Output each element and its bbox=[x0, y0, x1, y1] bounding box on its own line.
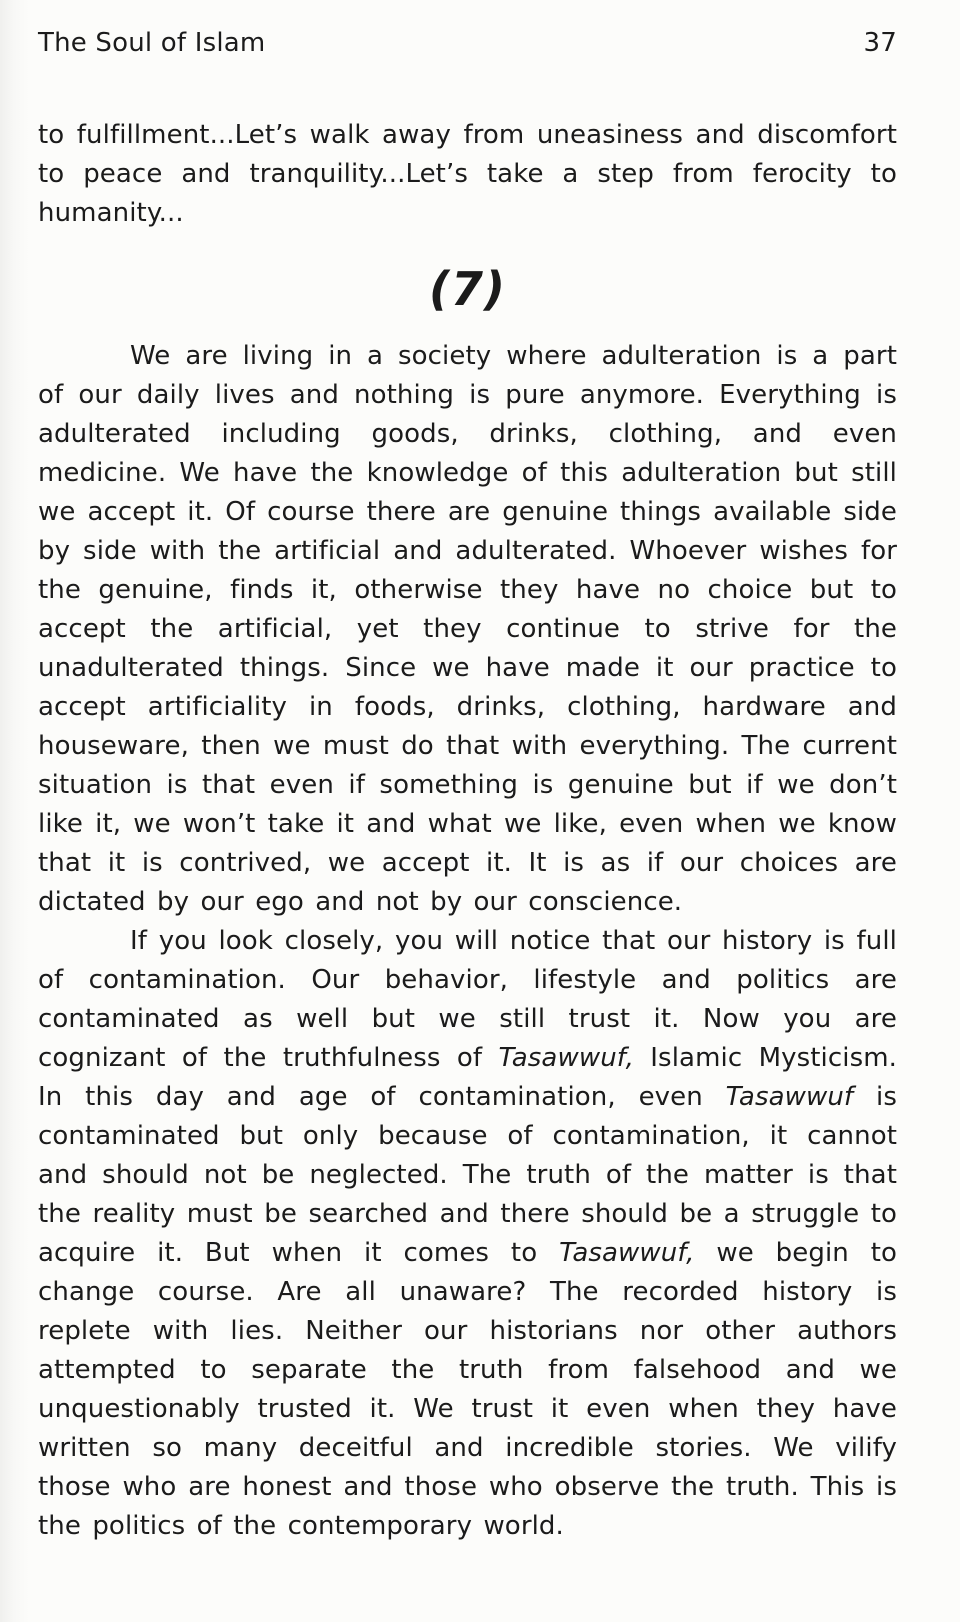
page-number: 37 bbox=[863, 28, 897, 58]
continuation-paragraph: to fulfillment...Let’s walk away from uneasiness and discomfort to peace and tranquility...Let’s take a step from ferocity to humanity... bbox=[38, 120, 897, 228]
text-segment: Islamic Mysticism. In this day and age of contamination, even bbox=[38, 1043, 898, 1112]
running-title: The Soul of Islam bbox=[38, 28, 266, 58]
text-segment: we begin to change course. Are all unaware? The recorded history is replete with lies. Neither our historians nor other authors attempted to separate the truth from falsehood and we unquestionably trusted it. We trust it even when they have written so many deceitful and incredible stories. We vilify those who are honest and those who observe the truth. This is the politics of the contemporary world. bbox=[38, 1238, 898, 1541]
italic-term-tasawwuf: Tasawwuf, bbox=[498, 1043, 634, 1073]
paragraph-2 bbox=[38, 922, 897, 1546]
italic-term-tasawwuf: Tasawwuf bbox=[725, 1082, 854, 1112]
paragraph-1: We are living in a society where adulteration is a part of our daily lives and nothing is pure anymore. Everything is adulterated including goods, drinks, clothing, and even medicine. We have the knowledge of this adulteration but still we accept it. Of course there are genuine things available side by side with the artificial and adulterated. Whoever wishes for the genuine, finds it, otherwise they have no choice but to accept the artificial, yet they continue to strive for the unadulterated things. Since we have made it our practice to accept artificiality in foods, drinks, clothing, hardware and houseware, then we must do that with everything. The current situation is that even if something is genuine but if we don’t like it, we won’t take it and what we like, even when we know that it is contrived, we accept it. It is as if our choices are dictated by our ego and not by our conscience. bbox=[38, 341, 897, 917]
page-body bbox=[38, 116, 897, 1546]
text-segment: If you look closely, you will notice that our history is full of contamination. Our behavior, lifestyle and politics are contaminated as well but we still trust it. Now you are cognizant of the truthfulness of bbox=[38, 926, 897, 1073]
italic-term-tasawwuf: Tasawwuf, bbox=[559, 1238, 695, 1268]
page-header bbox=[38, 28, 897, 58]
section-number-heading: (7) bbox=[428, 262, 507, 316]
text-segment: is contaminated but only because of contamination, it cannot and should not be neglected. The truth of the matter is that the reality must be searched and there should be a struggle to acquire it. But when it comes to bbox=[38, 1082, 897, 1268]
